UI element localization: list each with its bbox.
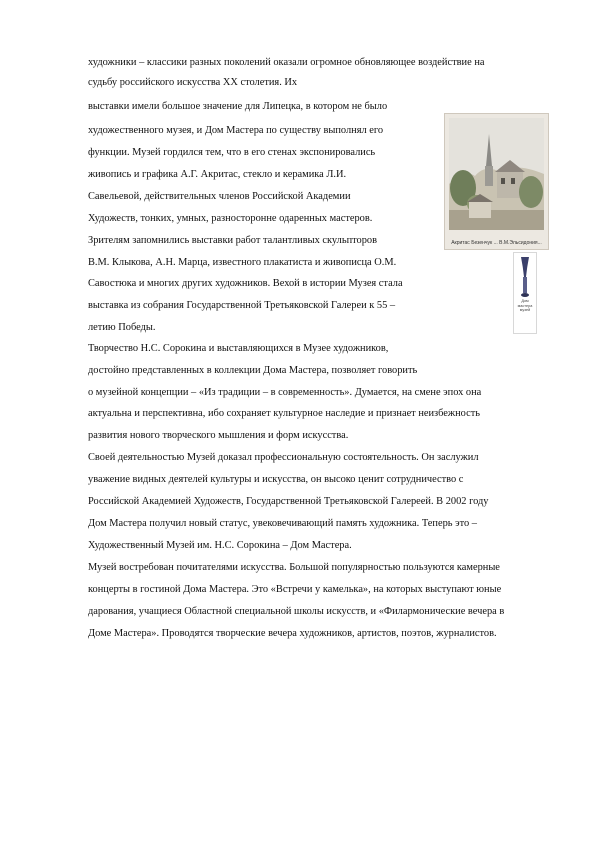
text-line: актуальна и перспективна, ибо сохраняет культурное наследие и признает неизбежность [88, 408, 481, 419]
painting-illustration [445, 114, 548, 249]
text-line: Доме Мастера». Проводятся творческие вечера художников, артистов, поэтов, журналистов. [88, 628, 497, 639]
text-line: функции. Музей гордился тем, что в его стенах экспонировались [88, 147, 376, 158]
text-line: выставки имели большое значение для Липецка, в котором не было [88, 101, 388, 112]
text-line: живопись и графика А.Г. Акритас, стекло и керамика Л.И. [88, 169, 347, 180]
text-line: судьбу российского искусства ХХ столетия. Их [88, 77, 298, 88]
text-line: концерты в гостиной Дома Мастера. Это «Встречи у камелька», на которых выступают юные [88, 584, 502, 595]
text-line: Музей востребован почитателями искусства. Большой популярностью пользуются камерные [88, 562, 500, 573]
text-line: художественного музея, и Дом Мастера по существу выполнял его [88, 125, 384, 136]
text-line: художники – классики разных поколений оказали огромное обновляющее воздействие на [88, 57, 485, 68]
text-line: выставка из собрания Государственной Третьяковской Галереи к 55 – [88, 300, 396, 311]
text-line: уважение видных деятелей культуры и искусства, он высоко ценит сотрудничество с [88, 474, 464, 485]
text-line: В.М. Клыкова, А.Н. Марца, известного плакатиста и живописца О.М. [88, 257, 397, 268]
text-line: Художественный Музей им. Н.С. Сорокина – Дом Мастера. [88, 540, 352, 551]
text-line: дарования, учащиеся Областной специальной школы искусств, и «Филармонические вечера в [88, 606, 505, 617]
text-line: Дом Мастера получил новый статус, увековечивающий память художника. Теперь это – [88, 518, 477, 529]
text-line: Савельевой, действительных членов Российской Академии [88, 191, 351, 202]
text-line: Российской Академией Художеств, Государственной Третьяковской Галереей. В 2002 году [88, 496, 489, 507]
image-caption: Акритас Безенчук ... В.М.Эльсидония... [451, 240, 542, 246]
text-line: развития нового творческого мышления и форм искусства. [88, 430, 349, 441]
bookmark-image [513, 252, 537, 334]
bookmark-illustration [514, 253, 536, 333]
text-line: Художеств, тонких, умных, разносторонне одаренных мастеров. [88, 213, 373, 224]
text-line: летию Победы. [88, 322, 156, 333]
bookmark-caption: Дом мастера музей [517, 299, 533, 312]
text-line: Савостюка и многих других художников. Вехой в истории Музея стала [88, 278, 403, 289]
text-line: Творчество Н.С. Сорокина и выставляющихся в Музее художников, [88, 343, 389, 354]
painting-image [444, 113, 549, 250]
text-line: о музейной концепции – «Из традиции – в современность». Думается, на смене эпох она [88, 387, 482, 398]
text-line: Своей деятельностью Музей доказал профессиональную состоятельность. Он заслужил [88, 452, 479, 463]
text-line: достойно представленных в коллекции Дома Мастера, позволяет говорить [88, 365, 418, 376]
text-line: Зрителям запомнились выставки работ талантливых скульпторов [88, 235, 378, 246]
